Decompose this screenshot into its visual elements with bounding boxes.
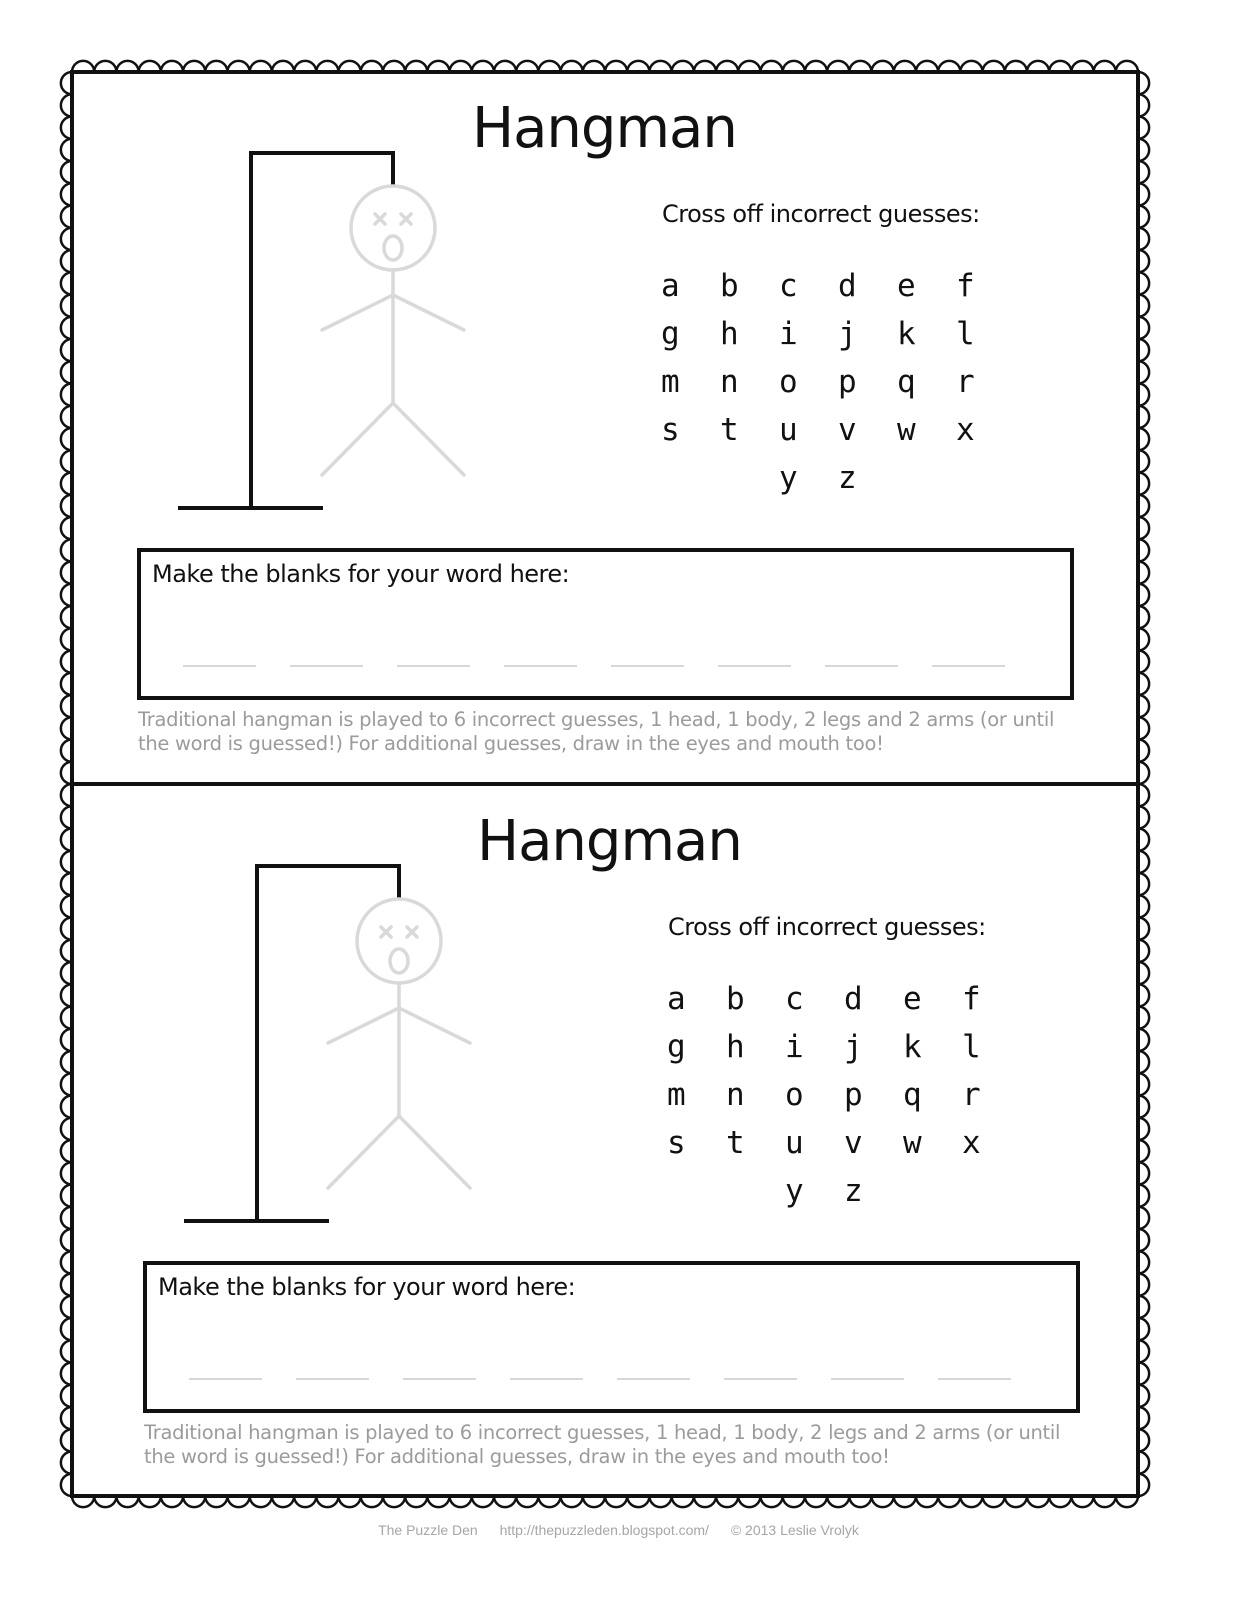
letter-v[interactable]: v (844, 1125, 863, 1161)
card-title: Hangman (472, 96, 737, 161)
letter-l[interactable]: l (962, 1029, 981, 1065)
word-blanks-label: Make the blanks for your word here: (158, 1273, 576, 1301)
letter-p[interactable]: p (838, 364, 857, 400)
letter-empty (661, 460, 720, 508)
letter-blank[interactable] (397, 665, 470, 667)
letter-blank[interactable] (403, 1378, 476, 1380)
letter-q[interactable]: q (903, 1077, 922, 1113)
letter-g[interactable]: g (667, 1029, 686, 1065)
letter-v[interactable]: v (838, 412, 857, 448)
card-title: Hangman (477, 809, 742, 874)
letter-h[interactable]: h (726, 1029, 745, 1065)
letter-c[interactable]: c (785, 981, 804, 1017)
alphabet-grid (667, 981, 1021, 1221)
letter-p[interactable]: p (844, 1077, 863, 1113)
footer-url[interactable]: http://thepuzzleden.blogspot.com/ (499, 1522, 709, 1538)
letter-blank[interactable] (831, 1378, 904, 1380)
letter-d[interactable]: d (844, 981, 863, 1017)
letter-z[interactable]: z (844, 1173, 863, 1209)
letter-empty (956, 460, 1015, 508)
letter-y[interactable]: y (785, 1173, 804, 1209)
letter-w[interactable]: w (903, 1125, 922, 1161)
footer-brand: The Puzzle Den (378, 1522, 478, 1538)
guess-prompt: Cross off incorrect guesses: (662, 200, 980, 228)
letter-i[interactable]: i (779, 316, 798, 352)
letter-empty (726, 1173, 785, 1221)
letter-blank[interactable] (296, 1378, 369, 1380)
letter-x[interactable]: x (956, 412, 975, 448)
gallows-with-stick-figure (176, 853, 496, 1253)
page-footer (0, 1522, 1237, 1538)
letter-blank[interactable] (183, 665, 256, 667)
hangman-card-2 (0, 713, 1237, 1468)
stick-figure-icon (328, 899, 470, 1188)
word-blanks-box[interactable] (137, 548, 1074, 700)
letter-blank[interactable] (617, 1378, 690, 1380)
gallows-icon (178, 153, 393, 508)
letter-blank[interactable] (290, 665, 363, 667)
letter-y[interactable]: y (779, 460, 798, 496)
letter-c[interactable]: c (779, 268, 798, 304)
letter-u[interactable]: u (779, 412, 798, 448)
letter-m[interactable]: m (661, 364, 680, 400)
letter-blank[interactable] (510, 1378, 583, 1380)
letter-j[interactable]: j (838, 316, 857, 352)
letter-l[interactable]: l (956, 316, 975, 352)
letter-t[interactable]: t (726, 1125, 745, 1161)
letter-empty (962, 1173, 1021, 1221)
rules-note: Traditional hangman is played to 6 incorrect guesses, 1 head, 1 body, 2 legs and 2 arms (or until the word is guessed!) For additional guesses, draw in the eyes and mouth too! (138, 708, 1055, 755)
footer-copyright: © 2013 Leslie Vrolyk (730, 1522, 859, 1538)
rules-note: Traditional hangman is played to 6 incorrect guesses, 1 head, 1 body, 2 legs and 2 arms (or until the word is guessed!) For additional guesses, draw in the eyes and mouth too! (144, 1421, 1061, 1468)
letter-blank[interactable] (825, 665, 898, 667)
letter-s[interactable]: s (661, 412, 680, 448)
guess-prompt: Cross off incorrect guesses: (668, 913, 986, 941)
alphabet-grid (661, 268, 1015, 508)
word-blanks-label: Make the blanks for your word here: (152, 560, 570, 588)
letter-h[interactable]: h (720, 316, 739, 352)
letter-w[interactable]: w (897, 412, 916, 448)
letter-g[interactable]: g (661, 316, 680, 352)
letter-empty (903, 1173, 962, 1221)
letter-z[interactable]: z (838, 460, 857, 496)
letter-u[interactable]: u (785, 1125, 804, 1161)
letter-o[interactable]: o (779, 364, 798, 400)
letter-m[interactable]: m (667, 1077, 686, 1113)
letter-r[interactable]: r (956, 364, 975, 400)
letter-i[interactable]: i (785, 1029, 804, 1065)
letter-empty (720, 460, 779, 508)
letter-blank[interactable] (724, 1378, 797, 1380)
letter-blank[interactable] (938, 1378, 1011, 1380)
letter-e[interactable]: e (903, 981, 922, 1017)
letter-d[interactable]: d (838, 268, 857, 304)
letter-k[interactable]: k (897, 316, 916, 352)
letter-n[interactable]: n (726, 1077, 745, 1113)
letter-a[interactable]: a (667, 981, 686, 1017)
letter-t[interactable]: t (720, 412, 739, 448)
letter-o[interactable]: o (785, 1077, 804, 1113)
letter-empty (667, 1173, 726, 1221)
letter-b[interactable]: b (720, 268, 739, 304)
letter-q[interactable]: q (897, 364, 916, 400)
letter-s[interactable]: s (667, 1125, 686, 1161)
word-blanks-box[interactable] (143, 1261, 1080, 1413)
stick-figure-icon (322, 186, 464, 475)
letter-n[interactable]: n (720, 364, 739, 400)
letter-empty (897, 460, 956, 508)
letter-f[interactable]: f (962, 981, 981, 1017)
letter-blank[interactable] (718, 665, 791, 667)
letter-r[interactable]: r (962, 1077, 981, 1113)
letter-a[interactable]: a (661, 268, 680, 304)
letter-blank[interactable] (504, 665, 577, 667)
letter-j[interactable]: j (844, 1029, 863, 1065)
letter-blank[interactable] (189, 1378, 262, 1380)
letter-e[interactable]: e (897, 268, 916, 304)
letter-f[interactable]: f (956, 268, 975, 304)
letter-blank[interactable] (611, 665, 684, 667)
letter-x[interactable]: x (962, 1125, 981, 1161)
gallows-icon (184, 866, 399, 1221)
letter-b[interactable]: b (726, 981, 745, 1017)
hangman-card-1 (0, 0, 1237, 755)
letter-blank[interactable] (932, 665, 1005, 667)
letter-k[interactable]: k (903, 1029, 922, 1065)
gallows-with-stick-figure (170, 140, 490, 540)
